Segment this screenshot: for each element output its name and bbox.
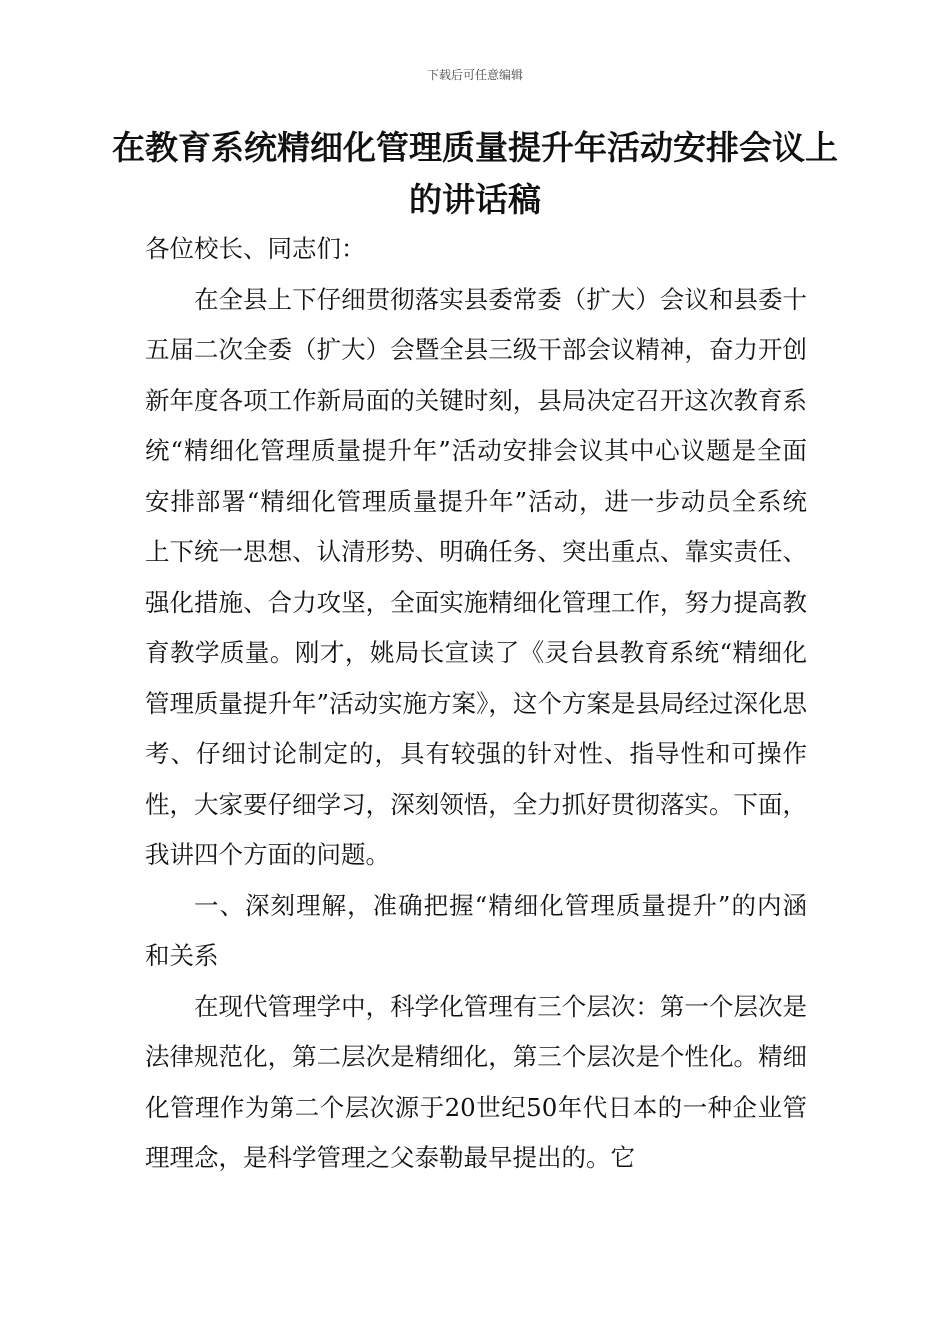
document-title: 在教育系统精细化管理质量提升年活动安排会议上的讲话稿 (112, 128, 838, 219)
section-heading-1: 一、深刻理解，准确把握“精细化管理质量提升”的内涵和关系 (145, 890, 807, 970)
paragraph-intro: 在全县上下仔细贯彻落实县委常委（扩大）会议和县委十五届二次全委（扩大）会暨全县三级干部会议精神，奋力开创新年度各项工作新局面的关键时刻，县局决定召开这次教育系统“精细化管理质量提升年”活动安排会议其中心议题是全面安排部署“精细化管理质量提升年”活动，进一步动员全系统上下统一思想、认清形势、明确任务、突出重点、靠实责任、强化措施、合力攻坚，全面实施精细化管理工作，努力提高教育教学质量。刚才，姚局长宣读了《灵台县教育系统“精细化管理质量提升年”活动实施方案》，这个方案是县局经过深化思考、仔细讨论制定的，具有较强的针对性、指导性和可操作性，大家要仔细学习，深刻领悟，全力抓好贯彻落实。下面，我讲四个方面的问题。 (145, 284, 807, 869)
paragraph-section-1: 在现代管理学中，科学化管理有三个层次：第一个层次是法律规范化，第二层次是精细化，第三个层次是个性化。精细化管理作为第二个层次源于20世纪50年代日本的一种企业管理理念，是科学管理之父泰勒最早提出的。它 (145, 991, 807, 1172)
document-body (145, 224, 807, 1184)
salutation: 各位校长、同志们： (145, 234, 366, 263)
page-header-note: 下载后可任意编辑 (426, 68, 523, 82)
